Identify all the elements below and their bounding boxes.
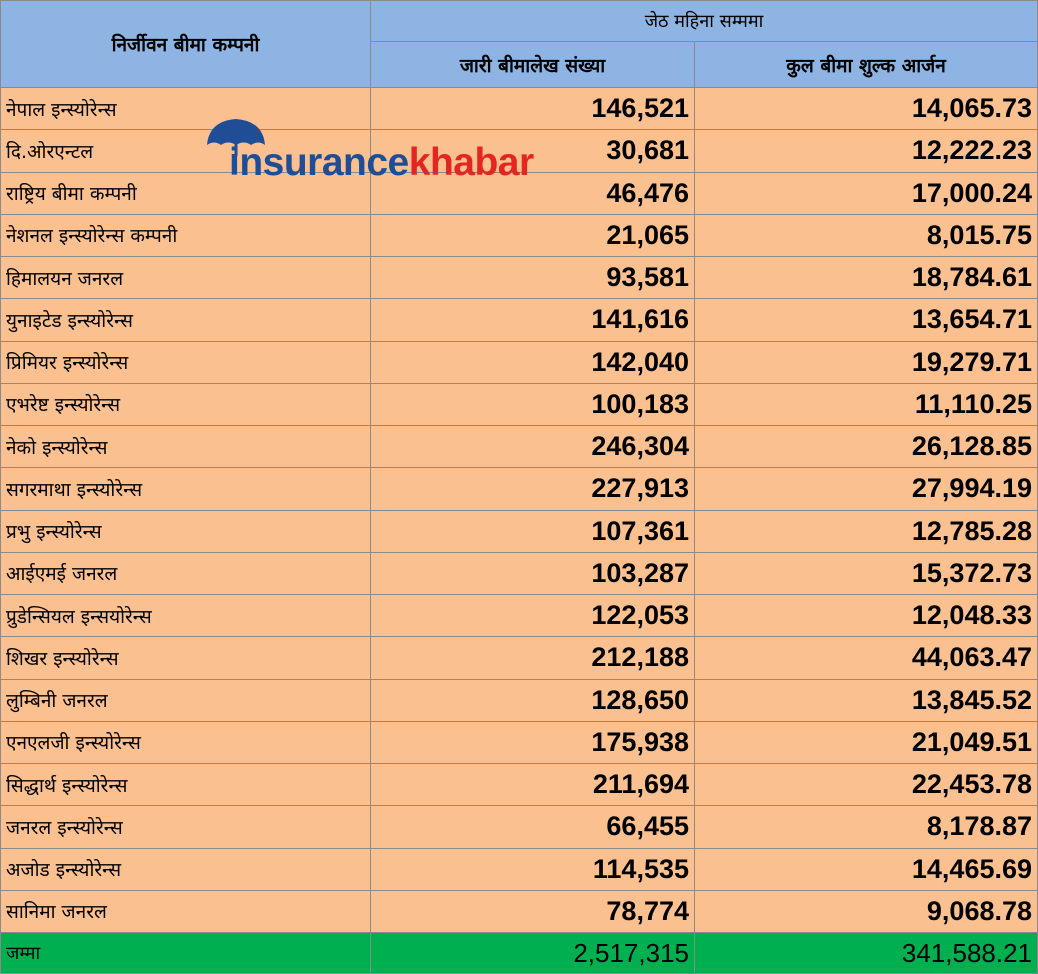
premium-amount: 21,049.51	[695, 721, 1038, 763]
table-row	[1, 552, 1038, 594]
table-row	[1, 468, 1038, 510]
policies-count: 100,183	[371, 383, 695, 425]
total-row	[1, 933, 1038, 974]
company-name: अजोड इन्स्योरेन्स	[1, 848, 371, 890]
policies-column-header: जारी बीमालेख संख्या	[371, 42, 695, 88]
table-row	[1, 257, 1038, 299]
table-row	[1, 764, 1038, 806]
table-row	[1, 595, 1038, 637]
premium-amount: 8,015.75	[695, 214, 1038, 256]
company-name: प्रुडेन्सियल इन्सयोरेन्स	[1, 595, 371, 637]
total-premium: 341,588.21	[695, 933, 1038, 974]
policies-count: 46,476	[371, 172, 695, 214]
policies-count: 175,938	[371, 721, 695, 763]
company-name: हिमालयन जनरल	[1, 257, 371, 299]
policies-count: 142,040	[371, 341, 695, 383]
policies-count: 128,650	[371, 679, 695, 721]
policies-count: 30,681	[371, 130, 695, 172]
premium-amount: 9,068.78	[695, 890, 1038, 932]
table-row	[1, 299, 1038, 341]
premium-amount: 26,128.85	[695, 426, 1038, 468]
company-name: सानिमा जनरल	[1, 890, 371, 932]
company-name: लुम्बिनी जनरल	[1, 679, 371, 721]
premium-amount: 12,048.33	[695, 595, 1038, 637]
premium-amount: 17,000.24	[695, 172, 1038, 214]
policies-count: 141,616	[371, 299, 695, 341]
table-row	[1, 510, 1038, 552]
premium-amount: 13,845.52	[695, 679, 1038, 721]
policies-count: 103,287	[371, 552, 695, 594]
premium-amount: 12,785.28	[695, 510, 1038, 552]
premium-amount: 44,063.47	[695, 637, 1038, 679]
table-row	[1, 848, 1038, 890]
total-label: जम्मा	[1, 933, 371, 974]
company-name: युनाइटेड इन्स्योरेन्स	[1, 299, 371, 341]
company-name: प्रिमियर इन्स्योरेन्स	[1, 341, 371, 383]
premium-amount: 19,279.71	[695, 341, 1038, 383]
period-group-header: जेठ महिना सम्ममा	[371, 1, 1038, 42]
company-name: सगरमाथा इन्स्योरेन्स	[1, 468, 371, 510]
premium-amount: 22,453.78	[695, 764, 1038, 806]
watermark-text-khabar: khabar	[408, 141, 534, 184]
table-row	[1, 637, 1038, 679]
premium-column-header: कुल बीमा शुल्क आर्जन	[695, 42, 1038, 88]
premium-amount: 15,372.73	[695, 552, 1038, 594]
table-row	[1, 721, 1038, 763]
table-row	[1, 679, 1038, 721]
table-row	[1, 214, 1038, 256]
premium-amount: 18,784.61	[695, 257, 1038, 299]
policies-count: 21,065	[371, 214, 695, 256]
table-row	[1, 341, 1038, 383]
company-name: नेपाल इन्स्योरेन्स	[1, 88, 371, 130]
table-body	[1, 88, 1038, 933]
policies-count: 107,361	[371, 510, 695, 552]
policies-count: 212,188	[371, 637, 695, 679]
table-row	[1, 890, 1038, 932]
premium-amount: 12,222.23	[695, 130, 1038, 172]
watermark-text-insurance: insurance	[229, 141, 409, 184]
premium-amount: 27,994.19	[695, 468, 1038, 510]
company-name: आईएमई जनरल	[1, 552, 371, 594]
company-name: एभरेष्ट इन्स्योरेन्स	[1, 383, 371, 425]
total-policies: 2,517,315	[371, 933, 695, 974]
policies-count: 227,913	[371, 468, 695, 510]
policies-count: 122,053	[371, 595, 695, 637]
premium-amount: 8,178.87	[695, 806, 1038, 848]
watermark-text	[229, 143, 534, 182]
company-name: प्रभु इन्स्योरेन्स	[1, 510, 371, 552]
table-row	[1, 426, 1038, 468]
watermark-logo	[205, 117, 535, 187]
company-name: नेको इन्स्योरेन्स	[1, 426, 371, 468]
company-name: नेशनल इन्स्योरेन्स कम्पनी	[1, 214, 371, 256]
policies-count: 146,521	[371, 88, 695, 130]
table-row	[1, 383, 1038, 425]
company-name: सिद्धार्थ इन्स्योरेन्स	[1, 764, 371, 806]
premium-amount: 11,110.25	[695, 383, 1038, 425]
company-name: एनएलजी इन्स्योरेन्स	[1, 721, 371, 763]
company-column-header: निर्जीवन बीमा कम्पनी	[1, 1, 371, 88]
premium-amount: 13,654.71	[695, 299, 1038, 341]
company-name: राष्ट्रिय बीमा कम्पनी	[1, 172, 371, 214]
premium-amount: 14,065.73	[695, 88, 1038, 130]
policies-count: 114,535	[371, 848, 695, 890]
company-name: शिखर इन्स्योरेन्स	[1, 637, 371, 679]
premium-amount: 14,465.69	[695, 848, 1038, 890]
company-name: जनरल इन्स्योरेन्स	[1, 806, 371, 848]
policies-count: 211,694	[371, 764, 695, 806]
policies-count: 93,581	[371, 257, 695, 299]
policies-count: 78,774	[371, 890, 695, 932]
policies-count: 66,455	[371, 806, 695, 848]
table-row	[1, 806, 1038, 848]
company-name: दि.ओरएन्टल	[1, 130, 371, 172]
policies-count: 246,304	[371, 426, 695, 468]
